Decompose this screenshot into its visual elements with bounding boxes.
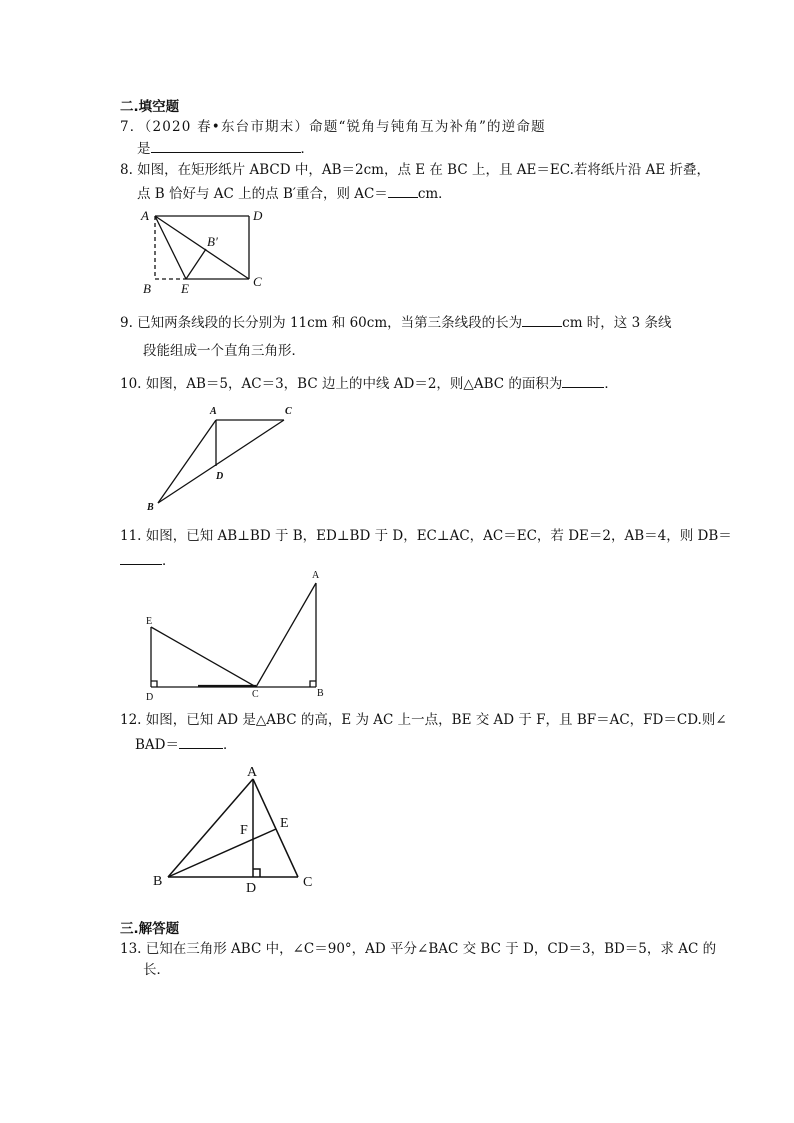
fig12-label-F: F (240, 823, 248, 838)
question-13-line-1: 13. 已知在三角形 ABC 中，∠C＝90°，AD 平分∠BAC 交 BC 于 D，CD＝3，BD＝5，求 AC 的 (120, 941, 717, 957)
fig10-label-C: C (285, 406, 292, 417)
fig8-label-A: A (141, 208, 149, 223)
question-10-text-a: 10. 如图，AB＝5，AC＝3，BC 边上的中线 AD＝2，则△ABC 的面积为 (120, 376, 563, 392)
fig12-label-A: A (247, 765, 258, 780)
question-10-text-b: ． (604, 376, 618, 392)
question-7-prefix: 是 (137, 141, 151, 157)
question-9-text-a: 9. 已知两条线段的长分别为 11cm 和 60cm，当第三条线段的长为 (120, 315, 523, 331)
fig11-label-E: E (146, 616, 153, 627)
fig12-label-D: D (246, 881, 257, 896)
question-11-line-1: 11. 如图，已知 AB⊥BD 于 B，ED⊥BD 于 D，EC⊥AC，AC＝EC，若 DE＝2，AB＝4，则 DB＝ (120, 528, 732, 544)
fig11-label-B: B (317, 688, 324, 699)
fig12-label-B: B (153, 874, 163, 889)
fig12-label-E: E (280, 816, 289, 831)
fig8-label-D: D (253, 208, 263, 223)
question-12-text-b: ． (223, 737, 237, 753)
question-7-line-1: 7．（2020 春•东台市期末）命题“锐角与钝角互为补角”的逆命题 (120, 119, 546, 135)
fig11-label-C: C (252, 689, 259, 700)
fig10-label-A: A (210, 406, 217, 417)
fig11-label-D: D (146, 692, 154, 703)
fig10-label-D: D (216, 471, 224, 482)
question-12-text-a: BAD＝ (135, 737, 179, 753)
section-title-solve: 三.解答题 (120, 921, 180, 937)
fig10-label-B: B (147, 502, 154, 513)
question-8-text-a: 点 B 恰好与 AC 上的点 B′重合，则 AC＝ (137, 186, 388, 202)
section-title-fill-in: 二.填空题 (120, 99, 180, 115)
question-12-line-1: 12. 如图，已知 AD 是△ABC 的高，E 为 AC 上一点，BE 交 AD 于 F，且 BF＝AC，FD＝CD.则∠ (120, 712, 727, 728)
question-13-line-2: 长． (143, 962, 170, 978)
fig11-label-A: A (312, 570, 320, 581)
fig8-label-E: E (181, 281, 189, 296)
question-8-text-b: cm． (417, 186, 452, 202)
fig8-label-B: B (143, 281, 151, 296)
question-8-line-1: 8. 如图，在矩形纸片 ABCD 中，AB＝2cm，点 E 在 BC 上，且 AE＝EC.若将纸片沿 AE 折叠， (120, 162, 711, 178)
question-9-text-b: cm 时，这 3 条线 (562, 315, 672, 331)
question-9-line-2: 段能组成一个直角三角形． (143, 343, 305, 359)
question-11-suffix: ． (162, 553, 176, 569)
fig12-label-C: C (303, 875, 313, 890)
fig8-label-B-prime: B′ (207, 234, 218, 249)
fig8-label-C: C (253, 274, 262, 289)
question-7-suffix: ． (300, 141, 314, 157)
